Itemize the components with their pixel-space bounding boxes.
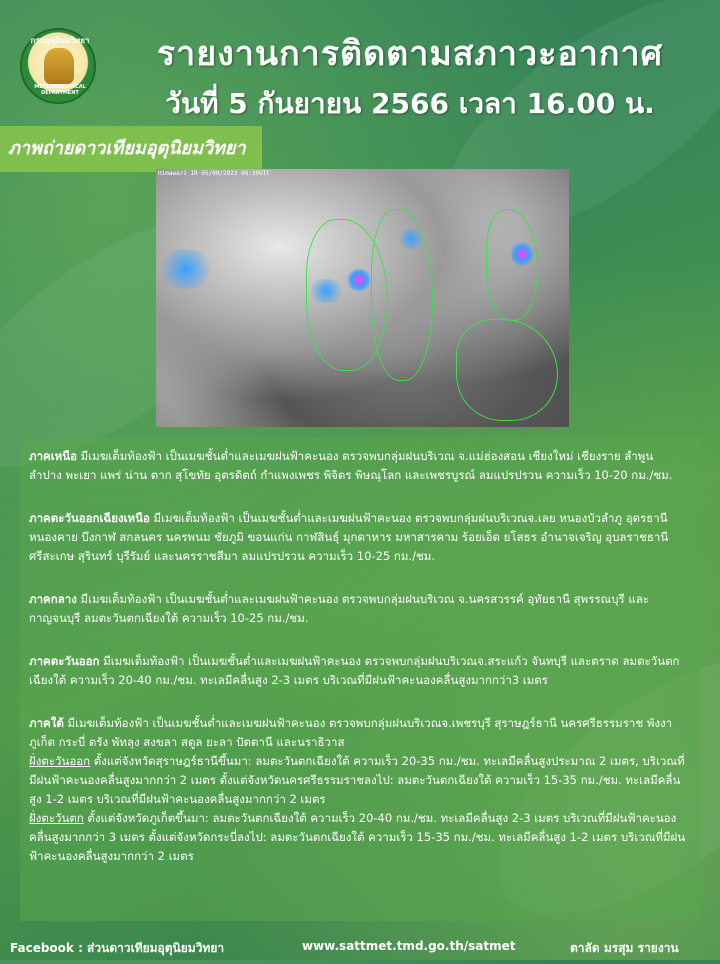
- region-text: มีเมฆเต็มท้องฟ้า เป็นเมฆชั้นต่ำและเมฆฝนฟ้าคะนอง ตรวจพบกลุ่มฝนบริเวณ จ.แม่ฮ่องสอน เชียงใหม่ เชียงราย ลำพูน ลำปาง พะเยา แพร่ น่าน ตาก สุโขทัย อุตรดิตถ์ กำแพงเพชร พิจิตร พิษณุโลก และเพชรบูรณ์ ลมแปรปรวน ความเร็ว 10-20 กม./ชม.: [29, 449, 673, 482]
- coastline-philippines: [486, 209, 538, 321]
- region-east: [29, 652, 689, 690]
- coastline-borneo: [456, 319, 558, 421]
- region-central: [29, 590, 689, 628]
- region-name: ภาคตะวันออกเฉียงเหนือ: [29, 511, 150, 525]
- page-title: รายงานการติดตามสภาวะอากาศ: [156, 34, 664, 74]
- logo-text-top: กรมอุตุนิยมวิทยา: [30, 36, 90, 45]
- logo-emblem-icon: [44, 48, 74, 84]
- region-name: ภาคเหนือ: [29, 449, 78, 463]
- satellite-section-label: ภาพถ่ายดาวเทียมอุตุนิยมวิทยา: [0, 126, 262, 172]
- region-text: มีเมฆเต็มท้องฟ้า เป็นเมฆชั้นต่ำและเมฆฝนฟ้าคะนอง ตรวจพบกลุ่มฝนบริเวณจ.เพชรบุรี สุราษฎร์ธานี นครศรีธรรมราช พังงา ภูเก็ต กระบี่ ตรัง พัทลุง สงขลา สตูล ยะลา ปัตตานี และนราธิวาส: [29, 716, 673, 749]
- tmd-logo: [20, 28, 96, 104]
- storm-cell: [511, 241, 533, 267]
- region-name: ภาคกลาง: [29, 592, 77, 606]
- east-coast-label: ฝั่งตะวันออก: [29, 754, 91, 768]
- region-text: มีเมฆเต็มท้องฟ้า เป็นเมฆชั้นต่ำและเมฆฝนฟ้าคะนอง ตรวจพบกลุ่มฝนบริเวณจ.สระแก้ว จันทบุรี และตราด ลมตะวันตกเฉียงใต้ ความเร็ว 20-40 กม./ชม. ทะเลมีคลื่นสูง 2-3 เมตร บริเวณที่มีฝนฟ้าคะนองคลื่นสูงมากกว่า3 เมตร: [29, 654, 680, 687]
- facebook-link[interactable]: Facebook : ส่วนดาวเทียมอุตุนิยมวิทยา: [10, 941, 225, 955]
- storm-cell: [396, 229, 426, 249]
- west-coast-text: ตั้งแต่จังหวัดภูเก็ตขึ้นมา: ลมตะวันตกเฉียงใต้ ความเร็ว 20-40 กม./ชม. ทะเลมีคลื่นสูง 2-3 เมตร บริเวณที่มีฝนฟ้าคะนองคลื่นสูงมากกว่า 3 เมตร ตั้งแต่จังหวัดกระบี่ลงไป: ลมตะวันตกเฉียงใต้ ความเร็ว 15-35 กม./ชม. ทะเลมีคลื่นสูง 1-2 เมตร บริเวณที่มีฝนฟ้าคะนองคลื่นสูงมากกว่า 2 เมตร: [29, 811, 686, 863]
- satellite-caption: Himawari IR 05/09/2023 08:30UTC: [158, 170, 270, 177]
- region-north: [29, 447, 689, 485]
- region-name: ภาคใต้: [29, 716, 64, 730]
- region-northeast: [29, 509, 689, 566]
- region-text: มีเมฆเต็มท้องฟ้า เป็นเมฆชั้นต่ำและเมฆฝนฟ้าคะนอง ตรวจพบกลุ่มฝนบริเวณจ.เลย หนองบัวลำภู อุดรธานี หนองคาย บึงกาฬ สกลนคร นครพนม ชัยภูมิ ขอนแก่น กาฬสินธุ์ มุกดาหาร มหาสารคาม ร้อยเอ็ด ยโสธร อำนาจเจริญ อุบลราชธานี ศรีสะเกษ สุรินทร์ บุรีรัมย์ และนครราชสีมา ลมแปรปรวน ความเร็ว 10-25 กม./ชม.: [29, 511, 669, 563]
- logo-text-bottom: METEOROLOGICAL DEPARTMENT: [34, 84, 86, 96]
- region-name: ภาคตะวันออก: [29, 654, 100, 668]
- west-coast-label: ฝั่งตะวันตก: [29, 811, 84, 825]
- reporter-credit: ตาลัด มรสุม รายงาน: [570, 941, 679, 955]
- east-coast-text: ตั้งแต่จังหวัดสุราษฎร์ธานีขึ้นมา: ลมตะวันตกเฉียงใต้ ความเร็ว 20-35 กม./ชม. ทะเลมีคลื่นสูงประมาณ 2 เมตร, บริเวณที่มีฝนฟ้าคะนองคลื่นสูงมากกว่า 2 เมตร ตั้งแต่จังหวัดนครศรีธรรมราชลงไป: ลมตะวันตกเฉียงใต้ ความเร็ว 15-35 กม./ชม. ทะเลมีคลื่นสูง 1-2 เมตร บริเวณที่มีฝนฟ้าคะนองคลื่นสูงมากกว่า 2 เมตร: [29, 754, 685, 806]
- satellite-image: [156, 169, 569, 427]
- region-text: มีเมฆเต็มท้องฟ้า เป็นเมฆชั้นต่ำและเมฆฝนฟ้าคะนอง ตรวจพบกลุ่มฝนบริเวณ จ.นครสวรรค์ อุทัยธานี สุพรรณบุรี และกาญจนบุรี ลมตะวันตกเฉียงใต้ ความเร็ว 10-25 กม./ชม.: [29, 592, 649, 625]
- website-link[interactable]: www.sattmet.tmd.go.th/satmet: [302, 939, 516, 953]
- region-south: [29, 714, 689, 866]
- storm-cell: [156, 249, 216, 289]
- page-subtitle: วันที่ 5 กันยายน 2566 เวลา 16.00 น.: [165, 87, 655, 120]
- storm-cell: [346, 269, 372, 291]
- storm-cell: [306, 279, 346, 303]
